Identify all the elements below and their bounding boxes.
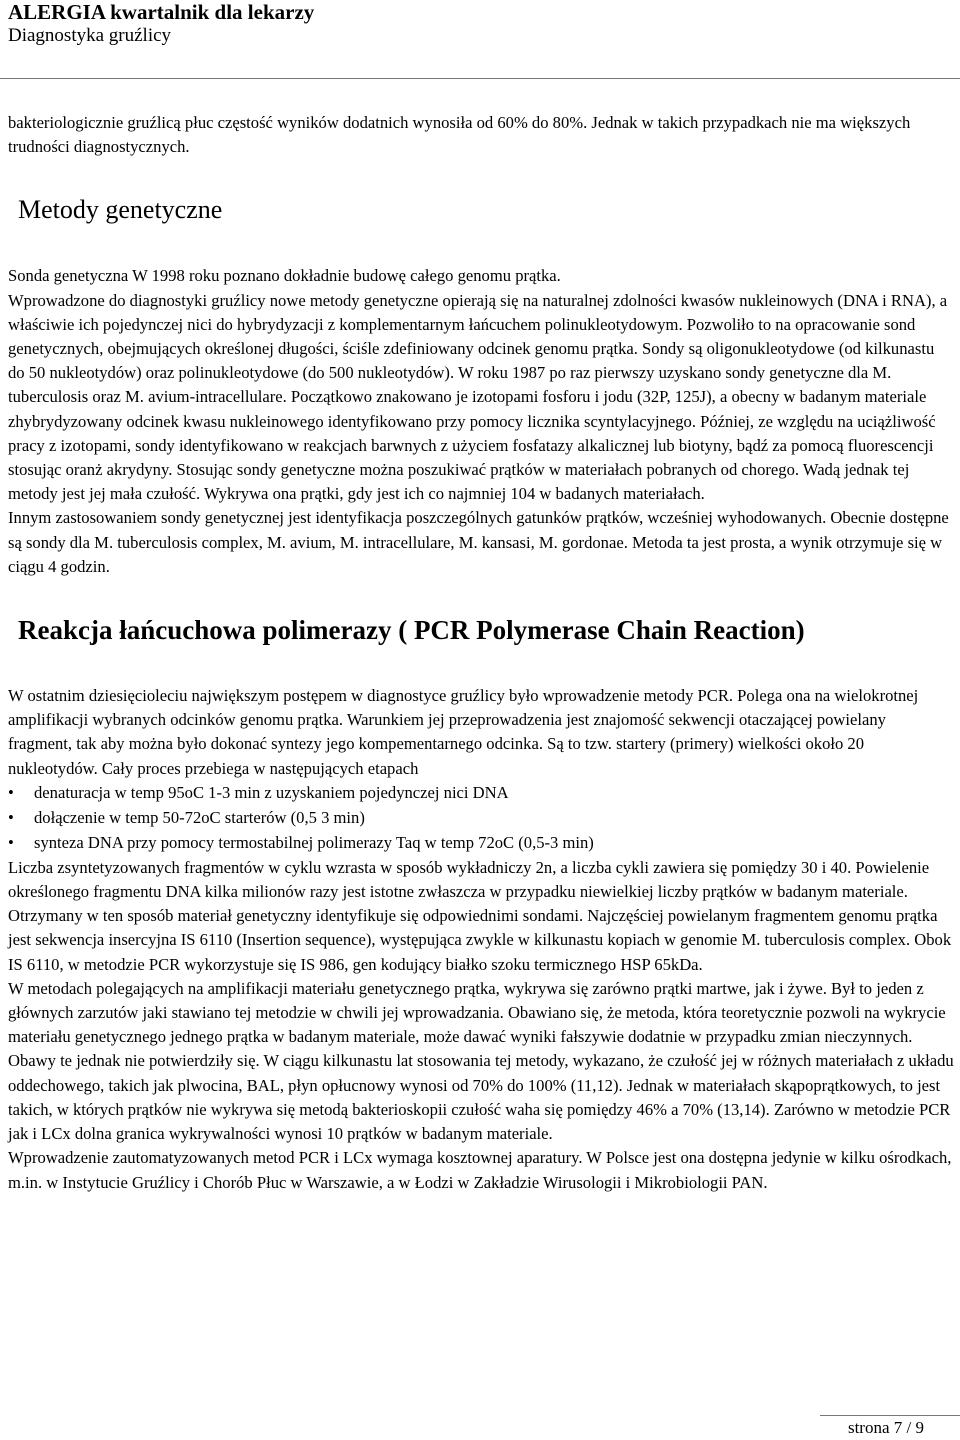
genetic-paragraph-2: Wprowadzone do diagnostyki gruźlicy nowe metody genetyczne opierają się na naturalnej zdolności kwasów nukleinowych (DNA i RNA), a właściwie ich pojedynczej nici do hybrydyzacji z komplementarnym łańcuchem polinukleotydowym. Pozwoliło to na opracowanie sond genetycznych, obejmujących określonej długości, ściśle zdefiniowany odcinek genomu prątka. Sondy są oligonukleotydowe (od kilkunastu do 50 nukleotydów) oraz polinukleotydowe (do 500 nukleotydów). W roku 1987 po raz pierwszy uzyskano sondy genetyczne dla M. tuberculosis oraz M. avium-intracellulare. Początkowo znakowano je izotopami fosforu i jodu (32P, 125J), a obecny w badanym materiale zhybrydyzowany odcinek kwasu nukleinowego identyfikowano przy pomocy licznika scyntylacyjnego. Później, ze względu na uciążliwość pracy z izotopami, sondy identyfikowano w reakcjach barwnych z użyciem fosfatazy alkalicznej lub biotyny, bądź za pomocą fluorescencji stosując oranż akrydyny. Stosując sondy genetyczne można poszukiwać prątków w materiałach pobranych od chorego. Wadą jednak tej metody jest jej mała czułość. Wykrywa ona prątki, gdy jest ich co najmniej 104 w badanych materiałach. [8,290,948,504]
pcr-steps-list [8,781,954,856]
list-item: • denaturacja w temp 95oC 1-3 min z uzyskaniem pojedynczej nici DNA [8,781,954,806]
section-heading-genetic: Metody genetyczne [18,195,223,225]
section-heading-pcr: Reakcja łańcuchowa polimerazy ( PCR Polymerase Chain Reaction) [18,615,805,646]
page-number: strona 7 / 9 [847,1418,924,1437]
pcr-paragraph-3: W metodach polegających na amplifikacji materiału genetycznego prątka, wykrywa się zarówno prątki martwe, jak i żywe. Był to jeden z głównych zarzutów jaki stawiano tej metodzie w chwili jej wprowadzania. Obawiano się, że metoda, która teoretycznie pozwoli na wykrycie materiału genetycznego jednego prątka w badanym materiale, może dawać wyniki fałszywie dodatnie w przypadku zmian nieczynnych. Obawy te jednak nie potwierdziły się. W ciągu kilkunastu lat stosowania tej metody, wykazano, że czułość jej w różnych materiałach z układu oddechowego, takich jak plwocina, BAL, płyn opłucnowy wynosi od 70% do 100% (11,12). Jednak w materiałach skąpoprątkowych, to jest takich, w których prątków nie wykrywa się metodą bakterioskopii czułość waha się pomiędzy 46% a 70% (13,14). Zarówno w metodzie PCR jak i LCx dolna granica wykrywalności wynosi 10 prątków w badanym materiale. [8,978,954,1144]
header-divider [0,78,960,79]
footer-divider [820,1415,960,1416]
article-body [8,111,954,1195]
journal-title: ALERGIA kwartalnik dla lekarzy [8,0,315,24]
genetic-paragraph-3: Innym zastosowaniem sondy genetycznej jest identyfikacja poszczególnych gatunków prątków, wcześniej wyhodowanych. Obecnie dostępne są sondy dla M. tuberculosis complex, M. avium, M. intracellulare, M. kansasi, M. gordonae. Metoda ta jest prosta, a wynik otrzymuje się w ciągu 4 godzin. [8,508,949,576]
pcr-paragraph-1: W ostatnim dziesięcioleciu największym postępem w diagnostyce gruźlicy było wprowadzenie metody PCR. Polega ona na wielokrotnej amplifikacji wybranych odcinków genomu prątka. Warunkiem jej przeprowadzenia jest znajomość sekwencji otaczającej powielany fragment, tak aby można było dokonać syntezy jego kompementarnego odcinka. Są to tzw. startery (primery) wielkości około 20 nukleotydów. Cały proces przebiega w następujących etapach [8,686,919,778]
pcr-paragraph-4: Wprowadzenie zautomatyzowanych metod PCR i LCx wymaga kosztownej aparatury. W Polsce jest ona dostępna jedynie w kilku ośrodkach, m.in. w Instytucie Gruźlicy i Chorób Płuc w Warszawie, a w Łodzi w Zakładzie Wirusologii i Mikrobiologii PAN. [8,1148,952,1192]
list-item: • synteza DNA przy pomocy termostabilnej polimerazy Taq w temp 72oC (0,5-3 min) [8,831,954,856]
pcr-paragraph-2: Liczba zsyntetyzowanych fragmentów w cyklu wzrasta w sposób wykładniczy 2n, a liczba cykli zawiera się pomiędzy 30 i 40. Powielenie określonego fragmentu DNA kilka milionów razy jest istotne zwłaszcza w przypadku niewielkiej liczby prątków w badanym materiale. Otrzymany w ten sposób materiał genetyczny identyfikuje się odpowiednimi sondami. Najczęściej powielanym fragmentem genomu prątka jest sekwencja insercyjna IS 6110 (Insertion sequence), występująca zwykle w kilkunastu kopiach w genomie M. tuberculosis complex. Obok IS 6110, w metodzie PCR wykorzystuje się IS 986, gen kodujący białko szoku termicznego HSP 65kDa. [8,857,952,974]
article-subtitle: Diagnostyka gruźlicy [8,25,172,46]
intro-paragraph: bakteriologicznie gruźlicą płuc częstość wyników dodatnich wynosiła od 60% do 80%. Jednak w takich przypadkach nie ma większych trudności diagnostycznych. [8,113,911,157]
genetic-paragraph-1: Sonda genetyczna W 1998 roku poznano dokładnie budowę całego genomu prątka. [8,266,561,286]
document-header [8,0,314,48]
list-item: • dołączenie w temp 50-72oC starterów (0,5 3 min) [8,806,954,831]
